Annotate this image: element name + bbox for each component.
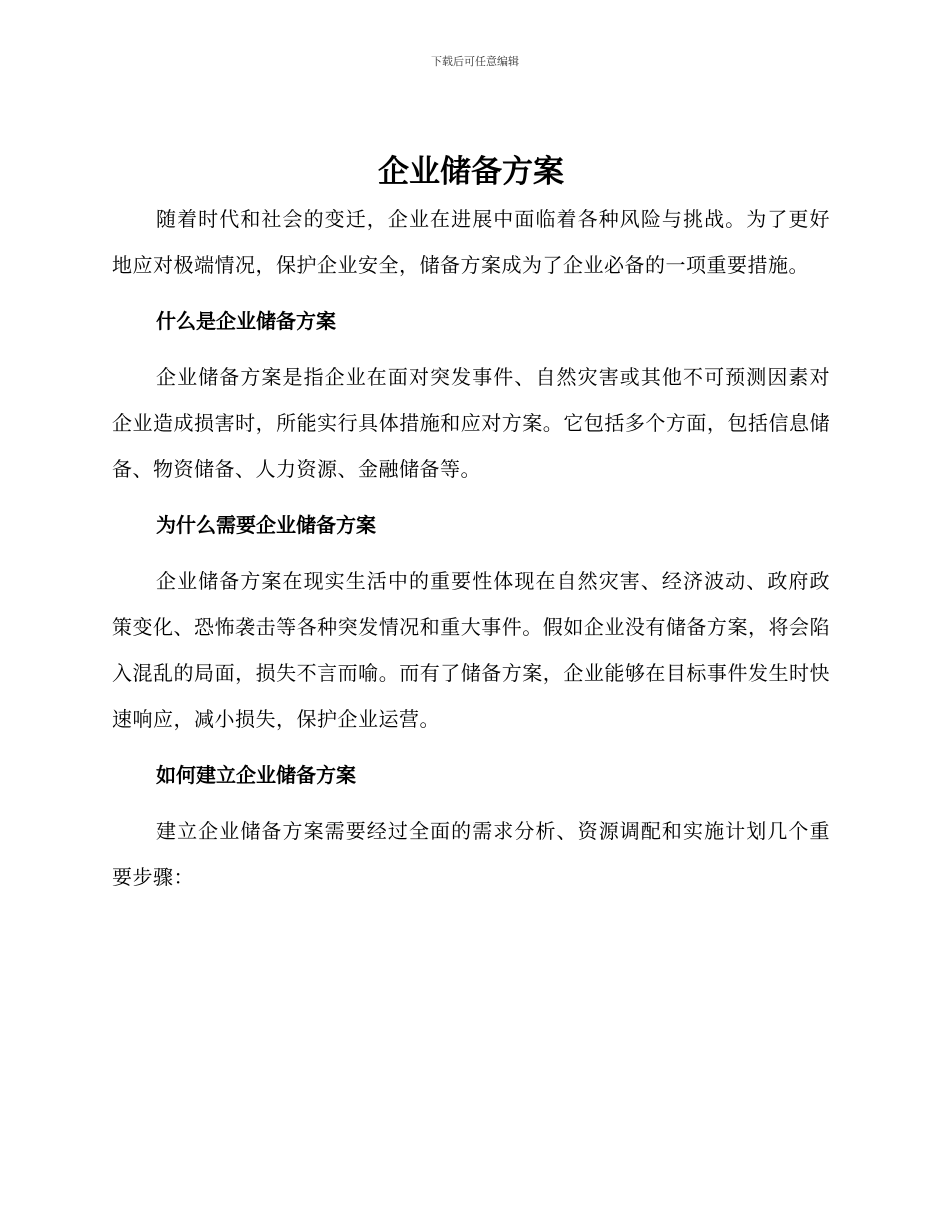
section-body-what: 企业储备方案是指企业在面对突发事件、自然灾害或其他不可预测因素对企业造成损害时，所能实行具体措施和应对方案。它包括多个方面，包括信息储备、物资储备、人力资源、金融储备等。 bbox=[112, 365, 830, 481]
intro-paragraph: 随着时代和社会的变迁，企业在进展中面临着各种风险与挑战。为了更好地应对极端情况，保护企业安全，储备方案成为了企业必备的一项重要措施。 bbox=[112, 207, 830, 277]
document-title: 企业储备方案 bbox=[378, 154, 564, 190]
section-heading-what: 什么是企业储备方案 bbox=[156, 309, 336, 333]
section-body-why: 企业储备方案在现实生活中的重要性体现在自然灾害、经济波动、政府政策变化、恐怖袭击等各种突发情况和重大事件。假如企业没有储备方案，将会陷入混乱的局面，损失不言而喻。而有了储备方案，企业能够在目标事件发生时快速响应，减小损失，保护企业运营。 bbox=[112, 569, 830, 731]
section-heading-why: 为什么需要企业储备方案 bbox=[156, 513, 376, 537]
section-heading-how: 如何建立企业储备方案 bbox=[156, 763, 356, 787]
section-body-how: 建立企业储备方案需要经过全面的需求分析、资源调配和实施计划几个重要步骤： bbox=[112, 819, 830, 889]
document-body bbox=[112, 150, 830, 900]
page-header: 下载后可任意编辑 bbox=[431, 55, 519, 68]
